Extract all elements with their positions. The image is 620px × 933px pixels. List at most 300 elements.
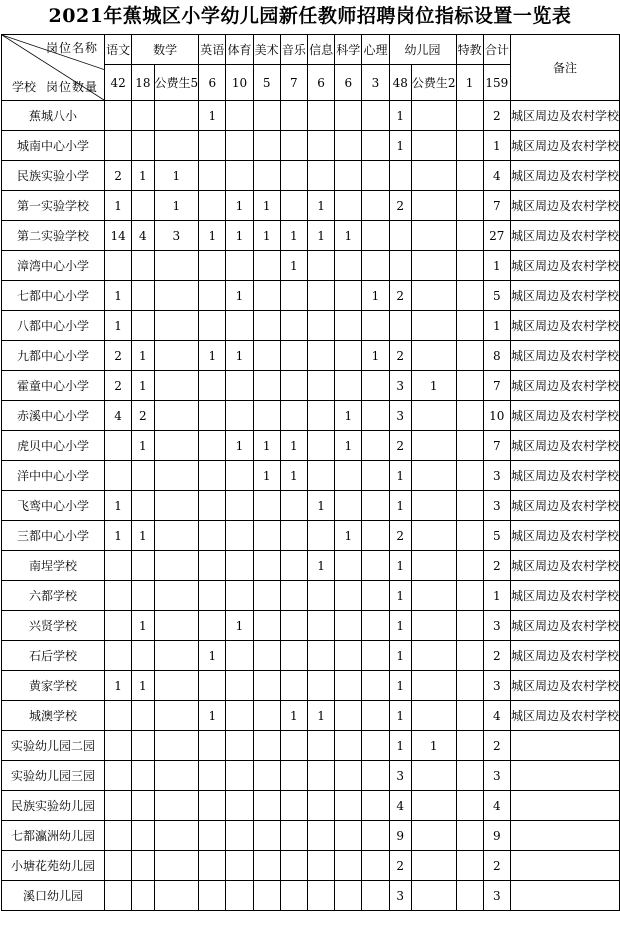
count-cell bbox=[280, 761, 307, 791]
count-cell: 2 bbox=[389, 191, 411, 221]
count-cell: 1 bbox=[154, 191, 199, 221]
count-cell bbox=[132, 791, 154, 821]
count-cell bbox=[335, 101, 362, 131]
count-cell: 1 bbox=[199, 221, 226, 251]
count-cell bbox=[154, 791, 199, 821]
count-cell: 1 bbox=[483, 131, 510, 161]
count-cell bbox=[132, 641, 154, 671]
count-cell bbox=[456, 161, 483, 191]
count-cell bbox=[154, 581, 199, 611]
count-cell bbox=[456, 551, 483, 581]
count-cell: 1 bbox=[389, 491, 411, 521]
table-row bbox=[2, 611, 620, 641]
count-cell bbox=[199, 431, 226, 461]
count-cell bbox=[411, 341, 456, 371]
count-cell bbox=[154, 341, 199, 371]
count-cell bbox=[105, 131, 132, 161]
count-cell bbox=[456, 521, 483, 551]
count-cell bbox=[456, 611, 483, 641]
corner-position-label: 岗位名称 bbox=[46, 41, 99, 55]
count-cell: 4 bbox=[132, 221, 154, 251]
count-cell: 8 bbox=[483, 341, 510, 371]
count-cell bbox=[280, 371, 307, 401]
count-cell: 2 bbox=[389, 431, 411, 461]
header-yinyue: 音乐 bbox=[280, 35, 307, 65]
school-name-cell: 六都学校 bbox=[2, 581, 105, 611]
count-cell bbox=[105, 431, 132, 461]
school-name-cell: 民族实验幼儿园 bbox=[2, 791, 105, 821]
count-cell bbox=[199, 191, 226, 221]
count-cell bbox=[105, 251, 132, 281]
count-cell bbox=[280, 311, 307, 341]
table-row bbox=[2, 731, 620, 761]
count-cell bbox=[456, 341, 483, 371]
count-cell bbox=[154, 101, 199, 131]
count-cell: 5 bbox=[483, 281, 510, 311]
count-cell bbox=[411, 581, 456, 611]
count-cell bbox=[280, 791, 307, 821]
count-youeryuan-gongfei: 公费生2 bbox=[411, 65, 456, 101]
count-cell: 4 bbox=[483, 701, 510, 731]
count-cell bbox=[307, 341, 334, 371]
count-youeryuan: 48 bbox=[389, 65, 411, 101]
count-cell bbox=[456, 401, 483, 431]
count-tiyu: 10 bbox=[226, 65, 253, 101]
count-cell bbox=[105, 581, 132, 611]
count-cell bbox=[456, 791, 483, 821]
count-cell: 27 bbox=[483, 221, 510, 251]
count-cell bbox=[411, 131, 456, 161]
count-cell bbox=[411, 611, 456, 641]
count-cell bbox=[335, 491, 362, 521]
count-cell bbox=[226, 401, 253, 431]
count-cell bbox=[362, 521, 389, 551]
school-name-cell: 洋中中心小学 bbox=[2, 461, 105, 491]
count-cell bbox=[226, 641, 253, 671]
count-cell bbox=[105, 611, 132, 641]
count-cell bbox=[154, 731, 199, 761]
count-cell bbox=[307, 251, 334, 281]
count-cell bbox=[154, 851, 199, 881]
note-cell: 城区周边及农村学校 bbox=[510, 131, 619, 161]
table-row bbox=[2, 521, 620, 551]
count-cell bbox=[335, 641, 362, 671]
count-cell: 1 bbox=[411, 731, 456, 761]
count-cell bbox=[456, 461, 483, 491]
count-cell: 3 bbox=[483, 461, 510, 491]
count-cell bbox=[154, 761, 199, 791]
count-cell bbox=[199, 791, 226, 821]
table-row bbox=[2, 821, 620, 851]
note-cell bbox=[510, 881, 619, 911]
count-cell bbox=[456, 761, 483, 791]
school-name-cell: 三都中心小学 bbox=[2, 521, 105, 551]
count-cell: 2 bbox=[483, 551, 510, 581]
count-cell bbox=[280, 641, 307, 671]
count-cell: 7 bbox=[483, 431, 510, 461]
note-cell: 城区周边及农村学校 bbox=[510, 191, 619, 221]
table-row bbox=[2, 401, 620, 431]
count-cell bbox=[362, 671, 389, 701]
count-cell bbox=[132, 251, 154, 281]
count-cell: 1 bbox=[307, 551, 334, 581]
count-cell: 1 bbox=[483, 251, 510, 281]
count-cell bbox=[154, 821, 199, 851]
count-cell: 1 bbox=[199, 101, 226, 131]
count-cell bbox=[199, 131, 226, 161]
school-name-cell: 南埕学校 bbox=[2, 551, 105, 581]
count-cell bbox=[253, 701, 280, 731]
count-cell bbox=[105, 791, 132, 821]
count-cell bbox=[362, 821, 389, 851]
count-cell bbox=[307, 431, 334, 461]
corner-school-label: 学校 bbox=[12, 80, 37, 94]
count-cell: 1 bbox=[483, 311, 510, 341]
count-cell bbox=[362, 761, 389, 791]
count-cell bbox=[132, 881, 154, 911]
header-heji: 合计 bbox=[483, 35, 510, 65]
count-cell bbox=[411, 641, 456, 671]
count-meishu: 5 bbox=[253, 65, 280, 101]
school-name-cell: 飞鸾中心小学 bbox=[2, 491, 105, 521]
count-cell bbox=[226, 701, 253, 731]
count-cell bbox=[132, 491, 154, 521]
school-name-cell: 黄家学校 bbox=[2, 671, 105, 701]
count-cell bbox=[154, 431, 199, 461]
count-cell bbox=[362, 731, 389, 761]
header-xinxi: 信息 bbox=[307, 35, 334, 65]
count-cell bbox=[307, 761, 334, 791]
count-cell: 2 bbox=[105, 161, 132, 191]
count-cell bbox=[226, 521, 253, 551]
count-cell bbox=[362, 491, 389, 521]
header-shuxue: 数学 bbox=[132, 35, 199, 65]
count-cell: 3 bbox=[483, 611, 510, 641]
header-tiyu: 体育 bbox=[226, 35, 253, 65]
count-cell bbox=[362, 461, 389, 491]
count-cell bbox=[105, 761, 132, 791]
count-cell bbox=[335, 551, 362, 581]
count-cell: 4 bbox=[483, 161, 510, 191]
count-cell bbox=[307, 671, 334, 701]
count-cell: 3 bbox=[154, 221, 199, 251]
note-cell: 城区周边及农村学校 bbox=[510, 341, 619, 371]
school-name-cell: 兴贤学校 bbox=[2, 611, 105, 641]
count-cell bbox=[335, 731, 362, 761]
count-cell: 1 bbox=[280, 221, 307, 251]
count-cell bbox=[253, 101, 280, 131]
count-cell bbox=[362, 641, 389, 671]
school-name-cell: 实验幼儿园二园 bbox=[2, 731, 105, 761]
count-cell bbox=[411, 281, 456, 311]
count-cell: 1 bbox=[335, 401, 362, 431]
count-cell bbox=[253, 521, 280, 551]
count-cell bbox=[411, 311, 456, 341]
note-cell: 城区周边及农村学校 bbox=[510, 311, 619, 341]
count-cell: 4 bbox=[105, 401, 132, 431]
table-row bbox=[2, 791, 620, 821]
count-cell bbox=[226, 311, 253, 341]
count-shuxue: 18 bbox=[132, 65, 154, 101]
count-cell bbox=[389, 251, 411, 281]
header-yingyu: 英语 bbox=[199, 35, 226, 65]
table-row bbox=[2, 221, 620, 251]
count-cell bbox=[154, 401, 199, 431]
table-row bbox=[2, 491, 620, 521]
count-cell bbox=[280, 521, 307, 551]
count-cell bbox=[199, 581, 226, 611]
count-cell: 3 bbox=[483, 671, 510, 701]
count-cell bbox=[199, 821, 226, 851]
count-cell bbox=[335, 341, 362, 371]
count-cell bbox=[362, 251, 389, 281]
count-cell bbox=[105, 641, 132, 671]
count-cell bbox=[280, 131, 307, 161]
school-name-cell: 小塘花苑幼儿园 bbox=[2, 851, 105, 881]
count-cell bbox=[362, 101, 389, 131]
count-cell bbox=[456, 131, 483, 161]
count-cell: 14 bbox=[105, 221, 132, 251]
count-cell bbox=[307, 641, 334, 671]
count-cell: 9 bbox=[483, 821, 510, 851]
count-cell bbox=[456, 371, 483, 401]
count-kexue: 6 bbox=[335, 65, 362, 101]
count-cell: 3 bbox=[483, 881, 510, 911]
count-cell bbox=[105, 701, 132, 731]
count-cell: 2 bbox=[483, 851, 510, 881]
note-cell: 城区周边及农村学校 bbox=[510, 431, 619, 461]
count-cell: 1 bbox=[132, 521, 154, 551]
count-cell bbox=[411, 761, 456, 791]
count-cell bbox=[362, 431, 389, 461]
school-name-cell: 八都中心小学 bbox=[2, 311, 105, 341]
note-cell bbox=[510, 791, 619, 821]
school-name-cell: 蕉城八小 bbox=[2, 101, 105, 131]
count-cell bbox=[253, 881, 280, 911]
count-cell bbox=[253, 731, 280, 761]
count-cell bbox=[199, 161, 226, 191]
count-cell bbox=[199, 521, 226, 551]
count-cell bbox=[411, 821, 456, 851]
count-cell bbox=[456, 101, 483, 131]
count-cell bbox=[335, 461, 362, 491]
header-meishu: 美术 bbox=[253, 35, 280, 65]
school-name-cell: 七都中心小学 bbox=[2, 281, 105, 311]
corner-header-cell bbox=[2, 35, 105, 101]
count-cell bbox=[199, 551, 226, 581]
count-cell bbox=[226, 161, 253, 191]
count-cell bbox=[456, 641, 483, 671]
count-cell bbox=[226, 851, 253, 881]
count-cell bbox=[307, 311, 334, 341]
count-yuwen: 42 bbox=[105, 65, 132, 101]
count-cell: 1 bbox=[389, 701, 411, 731]
count-cell bbox=[226, 491, 253, 521]
count-cell bbox=[362, 851, 389, 881]
count-cell bbox=[253, 851, 280, 881]
count-cell: 2 bbox=[105, 341, 132, 371]
count-cell bbox=[411, 251, 456, 281]
count-cell bbox=[154, 611, 199, 641]
note-cell: 城区周边及农村学校 bbox=[510, 581, 619, 611]
count-cell bbox=[411, 881, 456, 911]
table-row bbox=[2, 701, 620, 731]
count-cell bbox=[456, 701, 483, 731]
count-cell bbox=[335, 851, 362, 881]
count-cell: 4 bbox=[483, 791, 510, 821]
count-cell: 1 bbox=[389, 611, 411, 641]
note-cell: 城区周边及农村学校 bbox=[510, 401, 619, 431]
count-cell bbox=[253, 251, 280, 281]
count-cell bbox=[456, 431, 483, 461]
school-name-cell: 城南中心小学 bbox=[2, 131, 105, 161]
table-row bbox=[2, 191, 620, 221]
school-name-cell: 石后学校 bbox=[2, 641, 105, 671]
count-cell bbox=[226, 581, 253, 611]
count-cell bbox=[132, 551, 154, 581]
count-cell: 1 bbox=[105, 191, 132, 221]
count-cell: 1 bbox=[132, 671, 154, 701]
count-cell: 1 bbox=[389, 131, 411, 161]
count-cell bbox=[335, 671, 362, 701]
count-cell: 4 bbox=[389, 791, 411, 821]
count-cell: 3 bbox=[389, 881, 411, 911]
count-cell bbox=[154, 551, 199, 581]
count-cell bbox=[226, 131, 253, 161]
count-cell: 7 bbox=[483, 371, 510, 401]
count-cell: 1 bbox=[280, 701, 307, 731]
count-cell bbox=[335, 191, 362, 221]
count-cell bbox=[253, 581, 280, 611]
count-cell bbox=[199, 461, 226, 491]
count-cell: 1 bbox=[105, 491, 132, 521]
count-cell bbox=[307, 461, 334, 491]
count-cell bbox=[362, 791, 389, 821]
count-cell bbox=[335, 161, 362, 191]
count-cell bbox=[335, 701, 362, 731]
count-cell bbox=[280, 581, 307, 611]
school-name-cell: 城澳学校 bbox=[2, 701, 105, 731]
count-cell bbox=[456, 851, 483, 881]
note-cell: 城区周边及农村学校 bbox=[510, 281, 619, 311]
count-cell bbox=[307, 851, 334, 881]
count-cell bbox=[280, 191, 307, 221]
count-cell bbox=[362, 581, 389, 611]
note-cell: 城区周边及农村学校 bbox=[510, 701, 619, 731]
count-yinyue: 7 bbox=[280, 65, 307, 101]
count-cell: 1 bbox=[154, 161, 199, 191]
count-cell: 1 bbox=[389, 641, 411, 671]
count-cell bbox=[253, 551, 280, 581]
count-cell bbox=[411, 791, 456, 821]
header-youeryuan: 幼儿园 bbox=[389, 35, 456, 65]
count-cell: 2 bbox=[389, 281, 411, 311]
count-xinli: 3 bbox=[362, 65, 389, 101]
table-row bbox=[2, 851, 620, 881]
count-cell bbox=[280, 671, 307, 701]
count-cell bbox=[253, 791, 280, 821]
count-cell bbox=[362, 881, 389, 911]
count-cell bbox=[132, 851, 154, 881]
school-name-cell: 民族实验小学 bbox=[2, 161, 105, 191]
table-row bbox=[2, 101, 620, 131]
count-cell bbox=[362, 611, 389, 641]
count-cell bbox=[226, 881, 253, 911]
count-cell bbox=[362, 311, 389, 341]
table-row bbox=[2, 131, 620, 161]
count-cell bbox=[132, 731, 154, 761]
count-cell bbox=[362, 191, 389, 221]
count-cell: 3 bbox=[483, 491, 510, 521]
count-cell bbox=[335, 761, 362, 791]
count-cell: 1 bbox=[411, 371, 456, 401]
page-title: 2021年蕉城区小学幼儿园新任教师招聘岗位指标设置一览表 bbox=[48, 5, 572, 27]
count-cell bbox=[280, 551, 307, 581]
count-cell bbox=[335, 821, 362, 851]
count-cell bbox=[226, 791, 253, 821]
count-yingyu: 6 bbox=[199, 65, 226, 101]
count-cell bbox=[456, 491, 483, 521]
count-cell: 1 bbox=[389, 551, 411, 581]
count-cell bbox=[280, 491, 307, 521]
count-cell bbox=[199, 251, 226, 281]
count-cell: 1 bbox=[253, 221, 280, 251]
count-cell bbox=[253, 821, 280, 851]
count-cell bbox=[280, 821, 307, 851]
school-name-cell: 溪口幼儿园 bbox=[2, 881, 105, 911]
count-cell bbox=[105, 461, 132, 491]
count-cell bbox=[154, 641, 199, 671]
count-cell bbox=[411, 701, 456, 731]
count-cell bbox=[199, 491, 226, 521]
count-cell bbox=[132, 581, 154, 611]
school-name-cell: 赤溪中心小学 bbox=[2, 401, 105, 431]
count-cell: 2 bbox=[132, 401, 154, 431]
count-cell bbox=[362, 551, 389, 581]
count-cell bbox=[411, 851, 456, 881]
count-cell bbox=[253, 641, 280, 671]
count-cell bbox=[411, 671, 456, 701]
table-row bbox=[2, 251, 620, 281]
count-cell bbox=[411, 551, 456, 581]
note-cell: 城区周边及农村学校 bbox=[510, 101, 619, 131]
count-cell: 1 bbox=[389, 581, 411, 611]
count-cell bbox=[226, 671, 253, 701]
count-cell: 1 bbox=[199, 641, 226, 671]
table-row bbox=[2, 311, 620, 341]
count-cell: 1 bbox=[483, 581, 510, 611]
count-cell: 2 bbox=[105, 371, 132, 401]
table-row bbox=[2, 371, 620, 401]
note-cell bbox=[510, 731, 619, 761]
count-cell bbox=[411, 191, 456, 221]
count-cell bbox=[199, 371, 226, 401]
count-cell: 3 bbox=[389, 401, 411, 431]
count-cell bbox=[362, 221, 389, 251]
count-cell bbox=[456, 581, 483, 611]
count-cell bbox=[411, 221, 456, 251]
count-cell: 1 bbox=[132, 161, 154, 191]
count-cell: 2 bbox=[389, 851, 411, 881]
school-name-cell: 霍童中心小学 bbox=[2, 371, 105, 401]
corner-count-label: 岗位数量 bbox=[46, 80, 99, 94]
table-row bbox=[2, 281, 620, 311]
count-cell bbox=[154, 881, 199, 911]
count-cell bbox=[335, 371, 362, 401]
count-cell: 1 bbox=[335, 221, 362, 251]
count-cell bbox=[362, 131, 389, 161]
count-cell bbox=[307, 581, 334, 611]
